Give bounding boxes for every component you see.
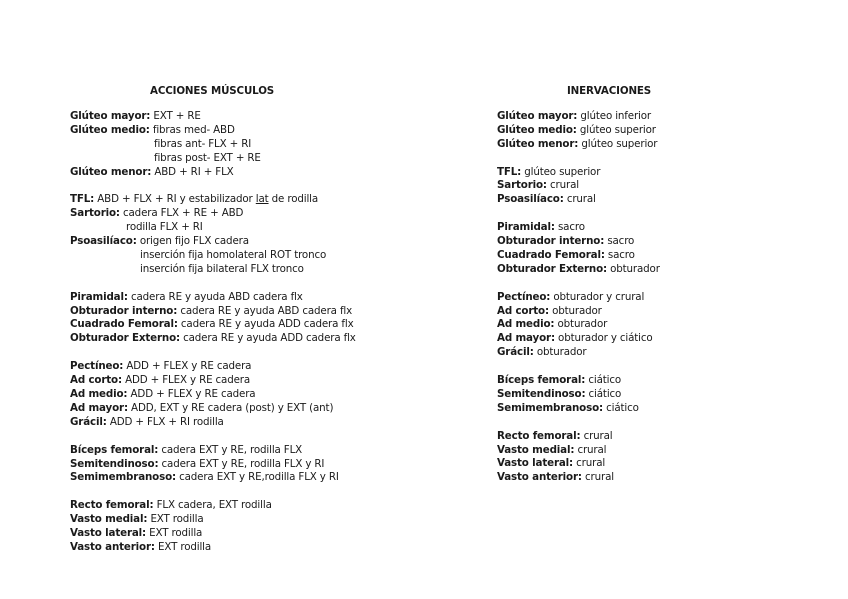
muscle-name: Ad mayor: <box>70 401 128 414</box>
entry-cuadrado-femoral <box>70 318 430 332</box>
entry-semimembranoso <box>70 471 430 485</box>
entry-semitendinoso <box>70 458 430 472</box>
muscle-name: Glúteo mayor: <box>70 109 151 122</box>
muscle-name: Ad corto: <box>70 374 122 387</box>
nerve-name: glúteo superior <box>581 137 658 150</box>
entry-gluteo-menor <box>70 166 430 180</box>
nerve-name: glúteo superior <box>579 123 656 136</box>
nerve-obturador-externo <box>497 263 827 277</box>
muscle-action-tail: de rodilla <box>271 193 319 206</box>
nerve-name: obturador <box>536 346 587 359</box>
entry-psoasiliaco <box>70 235 430 249</box>
nerve-gluteo-medio <box>497 124 827 138</box>
entry-obturador-interno <box>70 305 430 319</box>
nerve-name: obturador <box>557 318 608 331</box>
nerve-name: crural <box>576 457 606 470</box>
entry-ad-mayor <box>70 402 430 416</box>
muscle-name: Pectíneo: <box>70 360 124 373</box>
nerve-name: crural <box>583 429 613 442</box>
muscle-name: Obturador interno: <box>497 235 605 248</box>
nerve-name: crural <box>577 443 607 456</box>
muscle-action: cadera RE y ayuda ABD cadera flx <box>180 304 353 317</box>
muscle-name: Glúteo medio: <box>497 123 577 136</box>
muscle-name: Vasto anterior: <box>70 540 155 553</box>
nerve-name: obturador y ciático <box>558 332 653 345</box>
muscle-name: Obturador Externo: <box>70 332 180 345</box>
muscle-name: Ad medio: <box>497 318 555 331</box>
nerve-obturador-interno <box>497 235 827 249</box>
nerve-vasto-medial <box>497 444 827 458</box>
cuadriceps-group <box>70 499 430 555</box>
nerve-vasto-lateral <box>497 457 827 471</box>
nerve-name: sacro <box>557 221 585 234</box>
entry-biceps-femoral <box>70 444 430 458</box>
aductores-nerve-group <box>497 291 827 361</box>
muscle-name: Bíceps femoral: <box>497 374 586 387</box>
nerve-pectineo <box>497 291 827 305</box>
entry-recto-femoral <box>70 499 430 513</box>
muscle-action: cadera FLX + RE + ABD <box>123 207 244 220</box>
nerve-name: obturador y crural <box>553 290 645 303</box>
muscle-action: EXT rodilla <box>150 513 204 526</box>
muscle-action: EXT rodilla <box>158 540 212 553</box>
nerve-ad-corto <box>497 305 827 319</box>
muscle-name: Recto femoral: <box>497 429 581 442</box>
nerve-recto-femoral <box>497 430 827 444</box>
nerve-name: glúteo inferior <box>580 109 651 122</box>
muscle-action: cadera EXT y RE, rodilla FLX <box>161 443 303 456</box>
muscle-name: Semitendinoso: <box>70 457 159 470</box>
muscle-action: cadera EXT y RE, rodilla FLX y RI <box>161 457 325 470</box>
entry-ad-corto <box>70 374 430 388</box>
muscle-name: Sartorio: <box>497 179 547 192</box>
aductores-group <box>70 360 430 430</box>
underlined-word: lat <box>255 193 269 206</box>
muscle-name: TFL: <box>70 193 95 206</box>
muscle-action: ABD + RI + FLX <box>154 165 234 178</box>
muscle-action: ADD + FLEX y RE cadera <box>126 360 252 373</box>
nerve-name: ciático <box>588 374 622 387</box>
nerve-ad-medio <box>497 318 827 332</box>
muscle-action: ABD + FLX + RI y estabilizador <box>97 193 253 206</box>
action-continuation: inserción fija bilateral FLX tronco <box>140 262 304 275</box>
nerve-piramidal <box>497 221 827 235</box>
entry-ad-medio <box>70 388 430 402</box>
action-continuation: fibras post- EXT + RE <box>154 151 261 164</box>
entry-vasto-anterior <box>70 541 430 555</box>
entry-tfl <box>70 193 430 207</box>
muscle-action: EXT rodilla <box>149 527 203 540</box>
muscle-name: Psoasilíaco: <box>497 193 564 206</box>
nerve-psoasiliaco <box>497 193 827 207</box>
nerve-gluteo-mayor <box>497 110 827 124</box>
muscle-name: Glúteo menor: <box>70 165 152 178</box>
muscle-name: Obturador interno: <box>70 304 178 317</box>
muscle-name: Ad medio: <box>70 387 128 400</box>
muscle-name: Glúteo mayor: <box>497 109 578 122</box>
muscle-action: ADD + FLX + RI rodilla <box>109 415 224 428</box>
muscle-action: ADD + FLEX y RE cadera <box>130 387 256 400</box>
action-continuation: rodilla FLX + RI <box>126 221 203 234</box>
gluteos-group <box>70 110 430 180</box>
nerve-semitendinoso <box>497 388 827 402</box>
gluteos-nerve-group <box>497 110 827 152</box>
muscle-name: Psoasilíaco: <box>70 235 137 248</box>
muscle-name: Pectíneo: <box>497 290 551 303</box>
acciones-heading: ACCIONES MÚSCULOS <box>150 85 275 97</box>
nerve-gracil <box>497 346 827 360</box>
nerve-cuadrado-femoral <box>497 249 827 263</box>
nerve-name: obturador <box>610 262 660 275</box>
entry-gracil <box>70 416 430 430</box>
nerve-name: ciático <box>588 387 622 400</box>
muscle-action: cadera RE y ayuda ADD cadera flx <box>183 332 356 345</box>
muscle-action: ADD + FLEX y RE cadera <box>125 374 251 387</box>
muscle-name: Grácil: <box>497 346 534 359</box>
action-continuation: inserción fija homolateral ROT tronco <box>140 248 327 261</box>
nerve-semimembranoso <box>497 402 827 416</box>
muscle-name: Glúteo menor: <box>497 137 579 150</box>
entry-pectineo <box>70 360 430 374</box>
muscle-name: Ad mayor: <box>497 332 555 345</box>
muscle-action: cadera EXT y RE,rodilla FLX y RI <box>179 471 339 484</box>
muscle-name: Piramidal: <box>497 221 555 234</box>
nerve-name: ciático <box>606 401 639 414</box>
muscle-name: TFL: <box>497 165 522 178</box>
nerve-name: sacro <box>607 248 635 261</box>
isquiotibiales-nerve-group <box>497 374 827 416</box>
muscle-name: Vasto anterior: <box>497 471 582 484</box>
acciones-column <box>70 85 430 569</box>
isquiotibiales-group <box>70 444 430 486</box>
muscle-action: fibras med- ABD <box>152 123 235 136</box>
nerve-name: obturador <box>552 304 602 317</box>
muscle-name: Cuadrado Femoral: <box>497 248 605 261</box>
entry-gluteo-medio <box>70 124 430 138</box>
action-continuation: fibras ant- FLX + RI <box>154 137 252 150</box>
nerve-vasto-anterior <box>497 471 827 485</box>
nerve-sartorio <box>497 179 827 193</box>
inervaciones-column <box>497 85 827 499</box>
muscle-name: Obturador Externo: <box>497 262 607 275</box>
muscle-action: FLX cadera, EXT rodilla <box>156 499 272 512</box>
muscle-action: EXT + RE <box>153 109 201 122</box>
entry-vasto-medial <box>70 513 430 527</box>
inervaciones-heading: INERVACIONES <box>567 85 652 97</box>
muscle-action: cadera RE y ayuda ADD cadera flx <box>180 318 354 331</box>
nerve-name: crural <box>550 179 579 192</box>
muscle-name: Vasto medial: <box>70 513 148 526</box>
muscle-name: Vasto lateral: <box>497 457 574 470</box>
nerve-biceps-femoral <box>497 374 827 388</box>
entry-piramidal <box>70 291 430 305</box>
flexores-group <box>70 193 430 276</box>
muscle-name: Piramidal: <box>70 290 128 303</box>
entry-sartorio <box>70 207 430 221</box>
nerve-name: crural <box>585 471 614 484</box>
muscle-name: Cuadrado Femoral: <box>70 318 178 331</box>
muscle-name: Recto femoral: <box>70 499 154 512</box>
muscle-action: ADD, EXT y RE cadera (post) y EXT (ant) <box>131 401 334 414</box>
entry-gluteo-mayor <box>70 110 430 124</box>
rotadores-group <box>70 291 430 347</box>
cuadriceps-nerve-group <box>497 430 827 486</box>
nerve-tfl <box>497 166 827 180</box>
muscle-name: Semimembranoso: <box>497 401 603 414</box>
nerve-name: crural <box>566 193 596 206</box>
muscle-name: Glúteo medio: <box>70 123 150 136</box>
entry-obturador-externo <box>70 332 430 346</box>
nerve-ad-mayor <box>497 332 827 346</box>
muscle-name: Vasto lateral: <box>70 527 147 540</box>
rotadores-nerve-group <box>497 221 827 277</box>
muscle-action: origen fijo FLX cadera <box>139 235 249 248</box>
muscle-name: Semitendinoso: <box>497 387 586 400</box>
muscle-name: Sartorio: <box>70 207 120 220</box>
nerve-gluteo-menor <box>497 138 827 152</box>
entry-vasto-lateral <box>70 527 430 541</box>
muscle-name: Bíceps femoral: <box>70 443 159 456</box>
muscle-name: Vasto medial: <box>497 443 575 456</box>
muscle-name: Semimembranoso: <box>70 471 176 484</box>
nerve-name: sacro <box>607 235 635 248</box>
muscle-name: Grácil: <box>70 415 107 428</box>
nerve-name: glúteo superior <box>524 165 601 178</box>
flexores-nerve-group <box>497 166 827 208</box>
muscle-name: Ad corto: <box>497 304 549 317</box>
muscle-action: cadera RE y ayuda ABD cadera flx <box>130 290 303 303</box>
